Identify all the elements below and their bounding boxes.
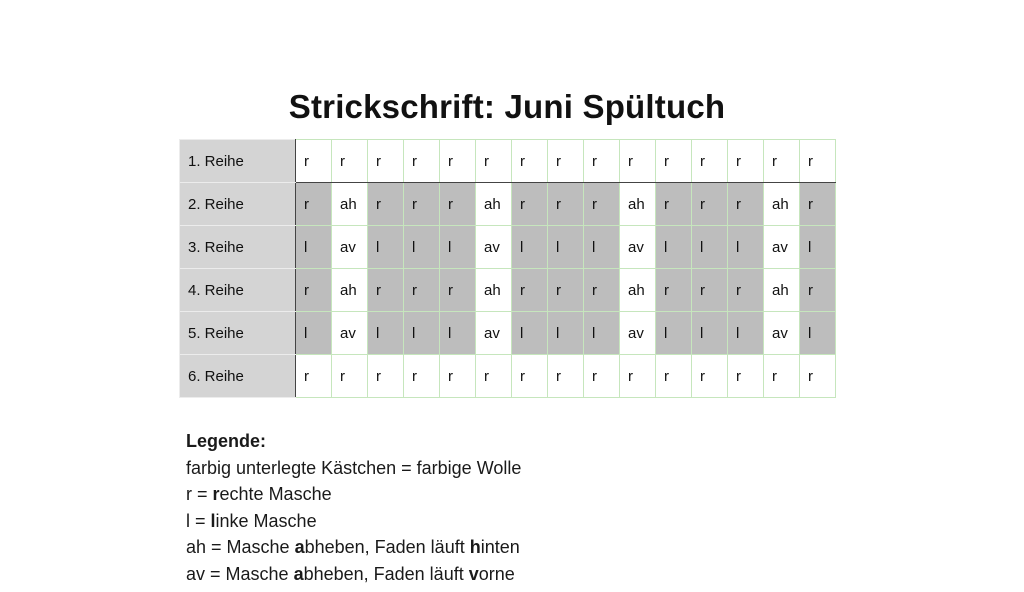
stitch-cell: r — [332, 140, 368, 183]
legend-text: l = — [186, 510, 211, 531]
stitch-cell-colored: l — [296, 312, 332, 355]
legend-text: r = — [186, 484, 213, 504]
stitch-cell: r — [512, 140, 548, 183]
stitch-cell-colored: r — [440, 269, 476, 312]
page-title: Strickschrift: Juni Spültuch — [288, 88, 726, 125]
row-label: 1. Reihe — [180, 140, 296, 183]
stitch-cell-colored: r — [404, 269, 440, 312]
chart-row — [180, 226, 836, 269]
legend-line — [186, 561, 521, 588]
legend-text: farbig unterlegte Kästchen = farbige Wolle — [186, 457, 522, 478]
legend-text: bheben, Faden läuft — [303, 563, 469, 584]
chart-row — [180, 183, 836, 226]
stitch-cell: av — [764, 226, 800, 269]
stitch-cell: ah — [476, 269, 512, 312]
legend-line — [186, 481, 521, 508]
stitch-cell-colored: r — [692, 183, 728, 226]
stitch-cell-colored: r — [512, 269, 548, 312]
stitch-cell-colored: r — [512, 183, 548, 226]
stitch-cell: r — [440, 355, 476, 398]
stitch-cell: r — [368, 140, 404, 183]
legend-text: bheben, Faden läuft — [304, 537, 470, 557]
stitch-cell-colored: l — [440, 226, 476, 269]
row-label: 5. Reihe — [180, 312, 296, 355]
chart-row — [180, 355, 836, 398]
stitch-cell-colored: l — [728, 226, 764, 269]
legend — [186, 428, 521, 587]
legend-heading: Legende: — [186, 431, 267, 451]
stitch-cell: r — [764, 355, 800, 398]
stitch-cell: ah — [332, 183, 368, 226]
stitch-cell: r — [476, 355, 512, 398]
stitch-cell: av — [332, 312, 368, 355]
stitch-cell: r — [548, 355, 584, 398]
legend-text: av = Masche — [186, 563, 294, 584]
stitch-cell-colored: r — [584, 183, 620, 226]
stitch-cell-colored: r — [800, 183, 836, 226]
stitch-cell: r — [584, 355, 620, 398]
stitch-cell: r — [368, 355, 404, 398]
chart-row — [180, 312, 836, 355]
legend-text: ah = Masche — [186, 537, 295, 557]
stitch-cell: ah — [476, 183, 512, 226]
stitch-cell: r — [476, 140, 512, 183]
stitch-cell-colored: r — [728, 183, 764, 226]
row-label: 3. Reihe — [180, 226, 296, 269]
chart-row — [180, 140, 836, 183]
legend-line — [186, 455, 521, 482]
stitch-cell: r — [548, 140, 584, 183]
stitch-cell-colored: l — [512, 312, 548, 355]
stitch-cell-colored: r — [728, 269, 764, 312]
stitch-cell-colored: l — [584, 226, 620, 269]
stitch-cell: r — [332, 355, 368, 398]
stitch-cell: av — [476, 226, 512, 269]
stitch-cell-colored: r — [404, 183, 440, 226]
stitch-cell-colored: r — [548, 269, 584, 312]
stitch-cell: av — [620, 226, 656, 269]
stitch-cell: r — [584, 140, 620, 183]
stitch-cell: r — [296, 355, 332, 398]
stitch-cell-colored: r — [692, 269, 728, 312]
stitch-cell: r — [656, 140, 692, 183]
stitch-cell-colored: l — [404, 226, 440, 269]
stitch-cell-colored: l — [692, 312, 728, 355]
stitch-cell-colored: r — [548, 183, 584, 226]
stitch-cell: av — [620, 312, 656, 355]
stitch-cell-colored: l — [728, 312, 764, 355]
knitting-chart — [179, 139, 836, 398]
stitch-cell: ah — [764, 183, 800, 226]
stitch-cell: r — [512, 355, 548, 398]
stitch-cell: av — [332, 226, 368, 269]
row-label: 2. Reihe — [180, 183, 296, 226]
stitch-cell-colored: r — [440, 183, 476, 226]
row-label: 6. Reihe — [180, 355, 296, 398]
legend-text: inten — [480, 537, 520, 557]
stitch-cell-colored: l — [584, 312, 620, 355]
stitch-cell: r — [296, 140, 332, 183]
stitch-cell-colored: r — [656, 183, 692, 226]
stitch-cell: r — [404, 140, 440, 183]
stitch-cell-colored: r — [800, 269, 836, 312]
chart-row — [180, 269, 836, 312]
legend-text: inke Masche — [215, 510, 317, 531]
stitch-cell-colored: l — [404, 312, 440, 355]
stitch-cell-colored: r — [656, 269, 692, 312]
legend-text: h — [469, 537, 481, 557]
stitch-cell: ah — [620, 183, 656, 226]
stitch-cell: r — [728, 140, 764, 183]
stitch-cell: r — [800, 355, 836, 398]
stitch-cell: r — [692, 355, 728, 398]
stitch-cell-colored: r — [296, 183, 332, 226]
stitch-cell: av — [764, 312, 800, 355]
stitch-cell-colored: l — [296, 226, 332, 269]
stitch-cell: r — [764, 140, 800, 183]
stitch-cell: ah — [332, 269, 368, 312]
stitch-cell-colored: l — [656, 226, 692, 269]
stitch-cell-colored: l — [656, 312, 692, 355]
legend-text: a — [293, 563, 304, 584]
legend-text: a — [294, 537, 305, 557]
stitch-cell-colored: l — [548, 312, 584, 355]
stitch-cell-colored: l — [368, 226, 404, 269]
stitch-cell-colored: l — [440, 312, 476, 355]
stitch-cell: r — [800, 140, 836, 183]
stitch-cell-colored: l — [548, 226, 584, 269]
stitch-cell-colored: l — [800, 226, 836, 269]
legend-text: v — [468, 563, 479, 584]
stitch-cell: r — [728, 355, 764, 398]
stitch-cell: r — [656, 355, 692, 398]
row-label: 4. Reihe — [180, 269, 296, 312]
stitch-cell-colored: r — [368, 269, 404, 312]
legend-text: r — [212, 484, 220, 504]
legend-line — [186, 508, 521, 535]
stitch-cell: av — [476, 312, 512, 355]
stitch-cell-colored: r — [296, 269, 332, 312]
stitch-cell-colored: r — [584, 269, 620, 312]
stitch-cell-colored: l — [512, 226, 548, 269]
stitch-cell-colored: l — [800, 312, 836, 355]
stitch-cell: r — [692, 140, 728, 183]
legend-text: echte Masche — [219, 484, 332, 504]
stitch-cell-colored: l — [368, 312, 404, 355]
stitch-cell-colored: l — [692, 226, 728, 269]
legend-line — [186, 534, 521, 561]
stitch-cell: r — [620, 140, 656, 183]
legend-text: l — [210, 510, 216, 531]
stitch-cell: r — [440, 140, 476, 183]
stitch-cell: r — [404, 355, 440, 398]
stitch-cell-colored: r — [368, 183, 404, 226]
legend-text: orne — [478, 563, 515, 584]
stitch-cell: r — [620, 355, 656, 398]
stitch-cell: ah — [764, 269, 800, 312]
stitch-cell: ah — [620, 269, 656, 312]
